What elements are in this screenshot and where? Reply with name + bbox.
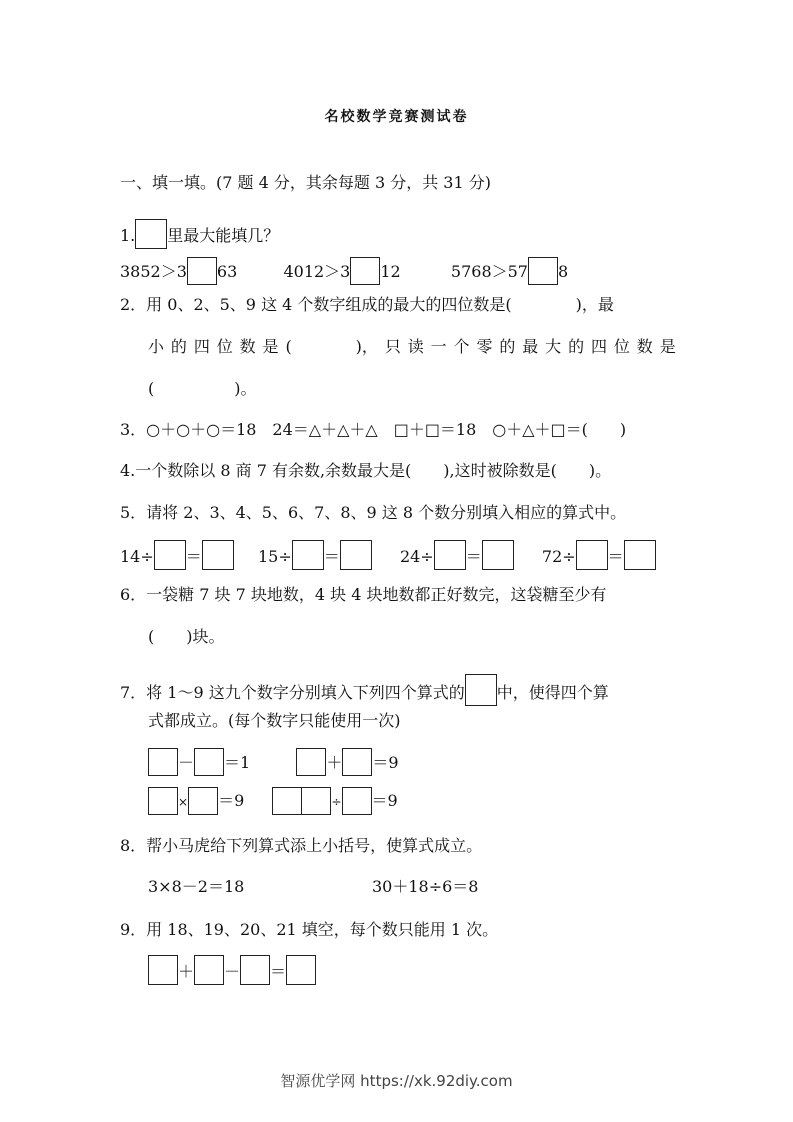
question-7-line1: [120, 674, 609, 706]
q1b-pre: 4012＞3: [283, 262, 351, 281]
q5-eq: ＝: [185, 547, 202, 566]
q2-line2-char: 零: [476, 337, 493, 356]
answer-box[interactable]: [482, 540, 514, 570]
q1c-post: 8: [558, 262, 569, 281]
answer-box[interactable]: [148, 748, 178, 776]
q7-r3: ＝9: [218, 791, 245, 810]
answer-box[interactable]: [301, 787, 331, 815]
q2-line2-char: 只: [384, 337, 401, 356]
answer-box[interactable]: [350, 257, 380, 285]
answer-box[interactable]: [624, 540, 656, 570]
q2-line2-char: 位: [216, 337, 233, 356]
answer-box[interactable]: [576, 540, 608, 570]
answer-box[interactable]: [187, 257, 217, 285]
section-heading: 一、填一填。(7 题 4 分，其余每题 3 分，共 31 分): [120, 173, 491, 192]
q7-plus: ＋: [326, 753, 343, 772]
question-7-row2: [148, 787, 398, 815]
q1a-post: 63: [216, 262, 238, 281]
q1a-pre: 3852＞3: [120, 262, 187, 281]
answer-box[interactable]: [342, 787, 372, 815]
question-9: 9．用 18、19、20、21 填空，每个数只能用 1 次。: [120, 920, 499, 939]
answer-box[interactable]: [148, 787, 178, 815]
question-5-equations: [120, 540, 656, 570]
q2-line2-char: 四: [193, 337, 210, 356]
q2-line2-char: ( )，: [285, 337, 378, 356]
q1-number: 1.: [120, 226, 136, 245]
q2-line2-char: 的: [499, 337, 516, 356]
answer-box[interactable]: [342, 748, 372, 776]
q2-line2-char: 数: [239, 337, 256, 356]
q2-line2-char: 位: [613, 337, 630, 356]
q5-eq: ＝: [323, 547, 340, 566]
q5-e1: 14÷: [120, 547, 154, 566]
q8-expression-2: 30＋18÷6＝8: [372, 877, 479, 896]
q2-line2-char: 四: [590, 337, 607, 356]
answer-box[interactable]: [434, 540, 466, 570]
question-3: 3．○＋○＋○＝18 24＝△＋△＋△ □＋□＝18 ○＋△＋□＝( ): [120, 420, 627, 439]
answer-box[interactable]: [272, 787, 302, 815]
question-2-line1: 2．用 0、2、5、9 这 4 个数字组成的最大的四位数是( )，最: [120, 295, 614, 314]
q8-expression-1: 3×8－2＝18: [148, 877, 245, 896]
question-4: 4.一个数除以 8 商 7 有余数,余数最大是( ),这时被除数是( )。: [120, 461, 612, 480]
q7-r2: ＝9: [372, 753, 399, 772]
q2-line2-char: 小: [148, 337, 165, 356]
q7-minus: －: [178, 753, 195, 772]
question-9-equation: [148, 955, 316, 985]
question-2-line2: [148, 334, 676, 360]
question-6-line1: 6．一袋糖 7 块 7 块地数，4 块 4 块地数都正好数完，这袋糖至少有: [120, 585, 607, 604]
q2-line2-char: 最: [522, 337, 539, 356]
page-title: 名校数学竞赛测试卷: [324, 109, 469, 125]
q5-eq: ＝: [607, 547, 624, 566]
q5-e4: 72÷: [541, 547, 576, 566]
question-7-row1: [148, 748, 399, 776]
answer-box[interactable]: [286, 955, 316, 985]
q9-plus: ＋: [178, 962, 195, 981]
q1c-pre: 5768＞57: [450, 262, 528, 281]
answer-box[interactable]: [154, 540, 186, 570]
question-2-line3: ( )。: [148, 379, 257, 398]
q2-line2-char: 数: [636, 337, 653, 356]
q2-line2-char: 一: [430, 337, 447, 356]
answer-box[interactable]: [240, 955, 270, 985]
q7-r1: ＝1: [224, 753, 251, 772]
question-7-line2: 式都成立。(每个数字只能使用一次): [148, 711, 401, 730]
question-1-items: [120, 257, 568, 285]
q2-line2-char: 读: [407, 337, 424, 356]
answer-box[interactable]: [340, 540, 372, 570]
q2-line2-char: 大: [545, 337, 562, 356]
q7-pre: 7．将 1～9 这九个数字分别填入下列四个算式的: [120, 683, 465, 702]
q7-r4: ＝9: [371, 791, 398, 810]
q7-div: ÷: [331, 795, 342, 809]
answer-box[interactable]: [148, 955, 178, 985]
q5-e3: 24÷: [399, 547, 434, 566]
q1b-post: 12: [380, 262, 401, 281]
q2-line2-char: 的: [170, 337, 187, 356]
q2-line2-char: 的: [568, 337, 585, 356]
answer-box[interactable]: [135, 219, 167, 249]
q2-line2-char: 个: [453, 337, 470, 356]
q7-post: 中，使得四个算: [496, 683, 609, 702]
question-1: [120, 219, 279, 249]
answer-box[interactable]: [202, 540, 234, 570]
answer-box[interactable]: [296, 748, 326, 776]
answer-box[interactable]: [194, 955, 224, 985]
answer-box[interactable]: [188, 787, 218, 815]
q7-times: ×: [178, 795, 189, 809]
answer-box[interactable]: [194, 748, 224, 776]
question-5: 5．请将 2、3、4、5、6、7、8、9 这 8 个数分别填入相应的算式中。: [120, 503, 627, 522]
question-8: 8．帮小马虎给下列算式添上小括号，使算式成立。: [120, 836, 483, 855]
answer-box[interactable]: [292, 540, 324, 570]
q2-line2-char: 是: [659, 337, 676, 356]
q2-line2-char: 是: [262, 337, 279, 356]
q9-minus: －: [224, 962, 241, 981]
q5-e2: 15÷: [257, 547, 292, 566]
answer-box[interactable]: [465, 674, 497, 706]
footer-watermark: 智源优学网 https://xk.92diy.com: [280, 1072, 513, 1090]
answer-box[interactable]: [528, 257, 558, 285]
q5-eq: ＝: [465, 547, 482, 566]
question-6-line2: ( )块。: [148, 627, 225, 646]
q9-eq: ＝: [270, 962, 287, 981]
q1-text: 里最大能填几？: [167, 226, 280, 245]
